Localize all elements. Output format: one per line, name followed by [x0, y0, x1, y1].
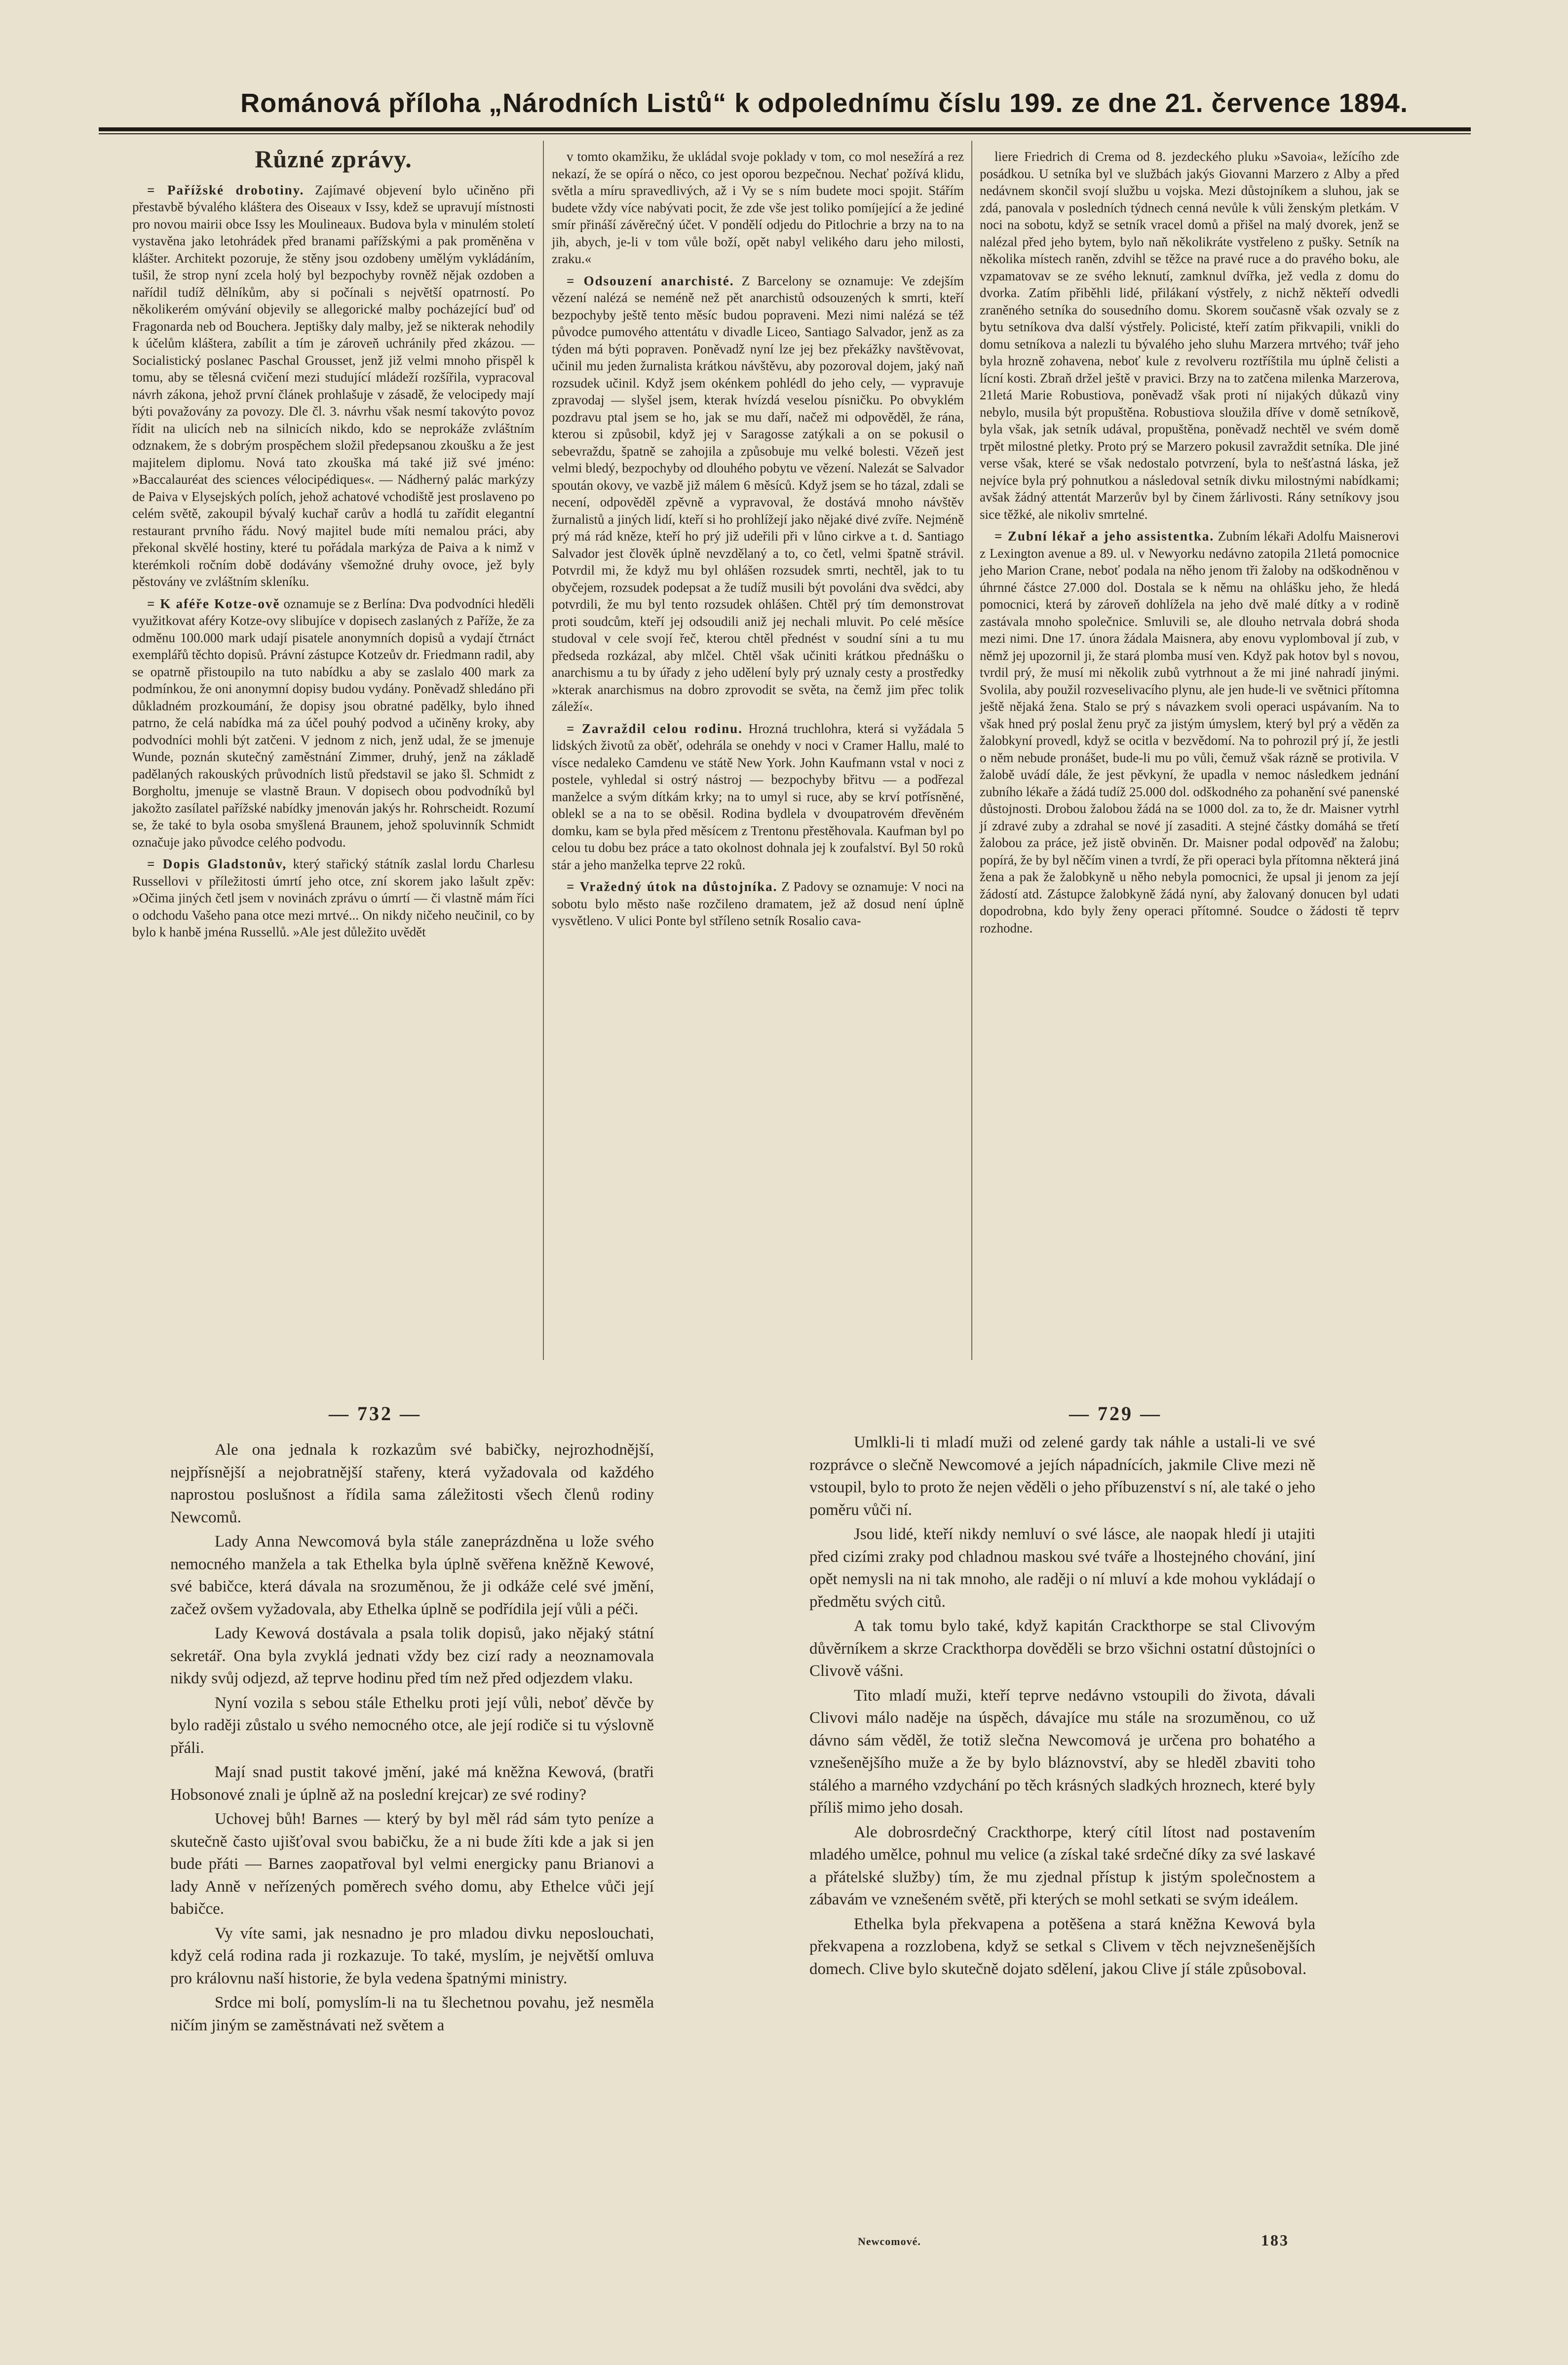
news-item-body: Hrozná truchlohra, která si vyžádala 5 lidských životů za oběť, odehrála se onehdy v noci v Cramer Hallu, malé to vísce nedaleko Camdenu ve státě New York. John Kaufmann vstal v noci z postele, vyhledal si ostrý nástroj — bezpochyby břitvu — a podřezal manželce a svým dítkám krky; na to umyl si ruce, aby se krví potřísněné, oblekl se a na to se oběsil. Rodina bydlela v dvoupatrovém dřevěném domku, kam se byla před měsícem z Trentonu přestěhovala. Kaufman byl po celou tu dobu bez práce a tato okolnost dohnala jej k zoufalství. Byl 50 roků stár a jeho manželka teprve 22 roků.: [552, 721, 964, 872]
novel-page-right: [809, 1432, 1315, 1982]
news-item: [132, 855, 535, 941]
news-item: [552, 272, 964, 715]
news-item-headline: = Vražedný útok na důstojníka.: [567, 879, 778, 894]
novel-paragraph: Jsou lidé, kteří nikdy nemluví o své lásce, ale naopak hledí ji utajiti před cizími zraky pod chladnou maskou své tváře a lhostejného chování, jiní opět nemysli na ni tak mnoho, ale raději o ní mluví a kde mohou vykládají o předmětu svých citů.: [809, 1525, 1315, 1611]
news-item-headline: = Zubní lékař a jeho assistentka.: [994, 529, 1215, 543]
news-item-headline: = Dopis Gladstonův,: [147, 856, 287, 871]
novel-paragraph: Ethelka byla překvapena a potěšena a stará kněžna Kewová byla překvapena a rozzlobena, když se setkal s Clivem v těch nejvznešenějších domech. Clive bylo skutečně dojato sdělení, jakou Clive jí stále způsoboval.: [809, 1915, 1315, 1978]
news-item-headline: = Zavraždil celou rodinu.: [567, 721, 743, 736]
news-item-headline: = Pařížské drobotiny.: [147, 182, 305, 197]
news-column-2: [552, 148, 964, 934]
news-item-body: Zajímavé objevení bylo učiněno při přestavbě bývalého kláštera des Oiseaux v Issy, kdež se upravují místnosti pro novou mairii obce Issy les Moulineaux. Budova byla v minulém století vystavěna jako letohrádek před branami pařížskými a pak proměněna v klášter. Architekt pozoruje, že stěny jsou ozdobeny umělým vykládáním, tušil, že strop nyní zcela holý byl bezpochyby rovněž nějak ozdoben a nařídil tudíž dělníkům, aby si počínali s největší opatrností. Po několikerém omývání objevily se allegorické malby pocházející buď od Fragonarda neb od Bouchera. Jeptišky daly malby, jež se nikterak nehodily k účelům kláštera, zabílit a tím je zároveň uchránily před zkázou. — Socialistický poslanec Paschal Grousset, jenž již velmi mnoho přispěl k tomu, aby se tělesná cvičení mezi studující mládeží rozšířila, vypracoval návrh zákona, jehož první článek prohlašuje v zásadě, že velocipedy mají býti považovány za povozy. Dle čl. 3. návrhu však nesmí takovýto povoz řídit na ulicích neb na silnicích nikdo, kdo se neprokáže zvláštním odznakem, že s dobrým prospěchem složil předepsanou zkoušku a že jest majitelem diplomu. Nová tato zkouška má také již své jméno: »Baccalauréat des sciences vélocipédiques«. — Nádherný palác markýzy de Paiva v Elysejských polích, jehož achatové vchodiště jest proslaveno po celém světě, zakoupil bývalý kuchař carův a hodlá tu zařídit elegantní restaurant prvního řádu. Nový majitel bude míti nemalou práci, aby překonal skvělé hostiny, které tu pořádala markýza de Paiva a k nimž v kterémkoli ročním době dodávány všemožné druhy ovoce, jež byly pěstovány ve zvláštním skleníku.: [132, 182, 535, 589]
news-item-body: který stařický státník zaslal lordu Charlesu Russellovi v příležitosti úmrtí jeho otce, zní skorem jako lašult zpěv: »Očima jiných četl jsem v novinách zprávu o úmrtí — či vlastně mám říci o odchodu Vašeho pana otce mezi mrtvé... On nikdy ničeho neučinil, co by bylo k hanbě jména Russellů. »Ale jest důležito uvědět: [132, 856, 535, 939]
news-item-headline: = Odsouzení anarchisté.: [567, 273, 734, 288]
novel-paragraph: Ale dobrosrdečný Crackthorpe, který cítil lítost nad postavením mladého umělce, pohnul mu velice (a získal také srdečné díky za své laskavé a přátelské služby) tím, že mu zjednal přístup k jistým společnostem a zábavám ve vznešeném světě, při kterých se mohl setkati se svým ideálem.: [809, 1823, 1315, 1908]
page-number-right: — 729 —: [1069, 1402, 1162, 1425]
novel-paragraph: Uchovej bůh! Barnes — který by byl měl rád sám tyto peníze a skutečně často ujišťoval svou babičku, že a ni bude žíti kde a jak si jen bude přáti — Barnes zaopatřoval byl velmi energicky panu Brianovi a lady Anně v neřízených poměrech svého domu, aby Ethelce vůči její babičce.: [170, 1810, 654, 1918]
news-item: [552, 878, 964, 930]
novel-footer-title: Newcomové.: [858, 2235, 921, 2248]
masthead: Románová příloha „Národních Listů“ k odpolednímu číslu 199. ze dne 21. července 1894.: [240, 88, 1408, 118]
news-item-headline: = K aféře Kotze-ově: [147, 596, 280, 611]
news-item: [552, 720, 964, 874]
column-divider: [971, 141, 972, 1360]
novel-paragraph: Nyní vozila s sebou stále Ethelku proti její vůli, neboť děvče by bylo raději zůstalo u svého nemocného otce, ale její rodiče si tu výslovně přáli.: [170, 1694, 654, 1757]
page-number-left: — 732 —: [329, 1402, 421, 1425]
section-title: Různé zprávy.: [255, 145, 412, 173]
novel-paragraph: Umlkli-li ti mladí muži od zelené gardy tak náhle a ustali-li ve své rozprávce o slečně Newcomové a jejích nápadnících, jakmile Clive mezi ně vstoupil, bylo to proto že nejen věděli o jeho příbuzenství s ní, ale také o jeho poměru vůči ní.: [809, 1434, 1315, 1519]
novel-page-left: [170, 1439, 654, 2039]
news-item: [980, 148, 1399, 523]
news-item: [132, 595, 535, 851]
column-divider: [543, 141, 544, 1360]
novel-paragraph: Mají snad pustit takové jmění, jaké má kněžna Kewová, (bratři Hobsonové znali je úplně až na poslední krejcar) ze své rodiny?: [170, 1763, 654, 1804]
news-item-body: Z Barcelony se oznamuje: Ve zdejším vězení nalézá se neméně než pět anarchistů odsouzených k smrti, kteří bezpochyby ještě tento měsíc budou popraveni. Mezi nimi nalézá se též původce pumového attentátu v divadle Liceo, Santiago Salvador, jenž as za týden má býti popraven. Poněvadž nyní lze jej bez překážky navštěvovat, učinil mu jeden žurnalista krátkou návštěvu, aby pozoroval dojem, jaký naň rozsudek učinil. Když jsem okénkem pohlédl do jeho cely, — vypravuje zpravodaj — slyšel jsem, kterak hvízdá veselou písničku. Po obvyklém pozdravu ptal jsem se ho, jak se mu daří, načež mi odpověděl, že rána, kterou si způsobil, když jej v Saragosse zatýkali a on se pokusil o sebevraždu, špatně se zahojila a způsobuje mu velké bolesti. Vězeň jest velmi bledý, bezpochyby od dlouhého pobytu ve vězení. Nalezát se Salvador spoután okovy, ve vazbě již málem 6 měsíců. Když jsem se ho tázal, zdali se necení, odpověděl zpěvně a vypravoval, že dostává mnoho návštěv žurnalistů a jiných lidí, kteří si ho prohlížejí jako nějaké divé zvíře. Nejméně prý má rád kněze, kteří ho prý již udeřili při v lůno cirkve a t. d. Santiago Salvador jest člověk úplně nevzdělaný a to, co četl, velmi špatně strávil. Potvrdil mi, že když mu byl ohlášen rozsudek smrti, nechtěl, jak to tu obyčejem, rozsudek podepsat a že tudíž musili být povoláni dva svědci, aby potvrdili, že mu byl tento rozsudek ohlášen. Chtěl prý tím demonstrovat proti soudcům, kteří jej odsoudili aniž jej nechali mluvit. Po celé měsíce studoval v cele svojí řeč, kterou chtěl přednést v soudní síni a tu mu předseda rozkázal, aby mlčel. Chtěl však učiniti krátkou přednášku o anarchismu a tu by úřady z jeho udělení byly prý uznaly cesty a prostředky »kterak anarchismus na dobro zprovodit se světa, na čemž jim přec tolik záleží«.: [552, 273, 964, 714]
novel-paragraph: Tito mladí muži, kteří teprve nedávno vstoupili do života, dávali Clivovi málo naděje na úspěch, dávajíce mu stále na srozuměnou, co už dávno sám věděl, že totiž slečna Newcomová je určena pro bohatého a vznešenějšího muže a že by bylo bláznovství, aby se hleděl zbaviti toho stálého a marného vzdychání po těch krásných sladkých hroznech, které byly příliš mimo jeho dosah.: [809, 1686, 1315, 1817]
novel-footer-number: 183: [1261, 2231, 1289, 2249]
news-column-3: [980, 148, 1399, 941]
novel-paragraph: Srdce mi bolí, pomyslím-li na tu šlechetnou povahu, jež nesměla ničím jiným se zaměstnávati než světem a: [170, 1994, 654, 2034]
news-item: [552, 148, 964, 268]
novel-paragraph: Lady Anna Newcomová byla stále zaneprázdněna u lože svého nemocného manžela a tak Ethelka byla úplně svěřena kněžně Kewové, své babičce, která dávala na srozuměnou, že ji odkáže celé své jmění, začež ovšem vyžadovala, aby Ethelka úplně se podřídila její vůli a péči.: [170, 1533, 654, 1618]
novel-paragraph: Vy víte sami, jak nesnadno je pro mladou divku neposlouchati, když celá rodina rada ji rozkazuje. To také, myslím, je největší omluva pro královnu naší historie, že byla vedena špatnými ministry.: [170, 1924, 654, 1987]
news-item: [132, 182, 535, 590]
masthead-rule-thick: [99, 127, 1471, 131]
novel-paragraph: Lady Kewová dostávala a psala tolik dopisů, jako nějaký státní sekretář. Ona byla zvyklá jednati vždy bez cizí rady a neoznamovala nikdy svůj odjezd, až teprve hodinu před tím než před odjezdem vlaku.: [170, 1625, 654, 1687]
news-column-1: [132, 141, 535, 946]
novel-paragraph: A tak tomu bylo také, když kapitán Crackthorpe se stal Clivovým důvěrníkem a skrze Crackthorpa dověděli se brzo všichni ostatní důstojníci o Clivově vášni.: [809, 1617, 1315, 1680]
news-item-body: Zubním lékaři Adolfu Maisnerovi z Lexington avenue a 89. ul. v Newyorku nedávno zatopila 21letá pomocnice jeho Marion Crane, neboť podala na něho jenom tři žaloby na odškodněnou v úhrnné částce 27.000 dol. Dostala se k němu na ohlášku jeho, že hledá pomocnici, která by zároveň dohlížela na jeho dvě malé dítky a v rodině zastávala mnoho společnice. Smluvili se, ale dlouho netrvala dobrá shoda mezi nimi. Dne 17. února žádala Maisnera, aby enovu vyplomboval jí zub, v němž jej upozornil ji, že stará plomba musí ven. Když pak hotov byl s novou, tvrdil prý, že musí mi několik zubů vytrhnout a že mi jiné nahradí jinými. Svolila, aby použil rozveselivacího plynu, ale jen hude-li ve světnici přítomna ještě nějaká žena. Stalo se prý s návazkem svoli operaci uspávaním. Na to však hned prý poslal ženu pryč za jistým úmyslem, který byl prý a věděn za žalobkyní provedl, když se ocitla v bezvědomí. Na to pohrozil prý jí, že jestli o něm nebude pronášet, bude-li mu po vůli, čemuž však rázně se protivila. V žalobě uvádí dále, že jest pěvkyní, že upadla v nemoc následkem jednání zubního lékaře a žádá tudíž 25.000 dol. odškodného za pohanění své panenské důstojnosti. Drobou žalobou žádá na se 1000 dol. za to, že dr. Maisner vytrhl jí zdravé zuby a zdrahal se nové jí zasaditi. A stejné částky domáhá se třetí žalobou za práce, jež jistě obviněn. Dr. Maisner podal odpověď na žalobu; popírá, že by byl něčím vinen a tvrdí, že při operaci byla přítomna některá jiná žena a pak že žalobkyně u něho nebyla pomocnici, že upsal ji jenom za její žádostí atd. Zástupce žalobkyně žádá nyní, aby žalovaný donucen byl udati dopodrobna, kdo byly ženy operaci přítomné. Soudce o žádosti tě teprv rozhodne.: [980, 529, 1399, 935]
news-item-body: v tomto okamžiku, že ukládal svoje poklady v tom, co mol nesežírá a rez nekazí, že se opírá o něco, co jest oporou bezpečnou. Nechať požívá klidu, světla a míru spravedlivých, až i Vy se s ním budete moci spojit. Stářím budete vždy více nabývati pocit, že zde vše jest toliko pomíjející a že jediné smír přináší závěrečný účet. V pondělí odjedu do Pitlochrie a brzy na to na jih, abych, je-li v tom vůle boží, opět nabyl velikého daru jeho milosti, zraku.«: [552, 149, 964, 266]
news-item-body: liere Friedrich di Crema od 8. jezdeckého pluku »Savoia«, ležícího zde posádkou. U setníka byl ve službách jakýs Giovanni Marzero z Alby a před nedávnem skončil svojí službu u vojska. Mezi důstojníkem a sluhou, jak se zdá, panovala v posledních týdnech cenná nevůle k vůli ženským pletkám. V noci na sobotu, když se setník vracel domů a přišel na malý dvorek, jenž se nalézal před jeho bytem, bylo naň několikráte vystřeleno z pušky. Setník na několika místech raněn, zdvihl se těžce na pravé ruce a do pravého boku, ale vzpamatovav se ze svého leknutí, zamknul dvířka, jež vedla z domu do dvorka. Zatím přiběhli lidé, přilákaní výstřely, z nichž někteří odvedli zraněného setníka do sousedního domu. Skorem současně však ozvaly se z bytu setníkova dva další výstřely. Policisté, kteří zatím přikvapili, vnikli do domu setníkova a nalezli tu bývalého jeho sluhu Marzera mrtvého; tvář jeho byla hrozně zohavena, neboť kule z revolveru roztříštila mu úplně čelisti a lícní kosti. Zbraň držel ještě v pravici. Brzy na to zatčena milenka Marzerova, 21letá Marie Robustiova, poněvadž však proti ní nijakých důkazů viny nebylo, musila být propuštěna. Robustiova sloužila dříve v domě setníkově, byla však, jak setník udával, propuštěna, poněvadž nechtěl ve svém domě trpět milostné pletky. Proto prý se Marzero pokusil zavraždit setníka. Dle jiné verse však, které se však nedostalo potvrzení, byla to nešťastná láska, jež nejvíce byla prý pohnutkou a následoval setník divku milostnými nabídkami; avšak žádný attentát Marzerův byl by činem žárlivosti. Rány setníkovy jsou sice těžké, ale nikoliv smrtelné.: [980, 149, 1399, 522]
news-item-body: oznamuje se z Berlína: Dva podvodníci hleděli využitkovat aféry Kotze-ovy slibujíce v dopisech zaslaných z Paříže, že za odměnu 100.000 mark udají pisatele anonymních dopisů a vydají čtrnáct exemplářů těchto dopisů. Právní zástupce Kotzeův dr. Friedmann radil, aby se opatrně přistoupilo na tuto nabídku a aby se zaslalo 400 mark za podmínkou, že oni anonymní dopisy budou vydány. Poněvadž shledáno při důkladném prozkoumání, že dopisy jsou obratné padělky, bylo ihned patrno, že celá nabídka má za účel pouhý podvod a učiněny kroky, aby podvodníci mohli být zatčeni. V jednom z nich, jenž udal, že se jmenuje Wunde, poznán skutečný zaměstnání Zimmer, druhý, jenž na základě padělaných rakouských průvodních listů představil se jako šl. Schmidt z Borgholtu, jmenuje se vlastně Braun. V dopisech obou podvodníků byl jakožto zasílatel pařížské nabídky jmenován jakýs hr. Rohrscheidt. Rozumí se, že také to byla osoba smyšlená Braunem, jehož spoluvinník Schmidt označuje jako původce celého podvodu.: [132, 596, 535, 850]
masthead-rule-thin: [99, 133, 1471, 134]
novel-paragraph: Ale ona jednala k rozkazům své babičky, nejrozhodnější, nejpřísnější a nejobratnější stařeny, která vyžadovala od každého naprostou poslušnost a řídila sama záležitosti všech členů rodiny Newcomů.: [170, 1441, 654, 1526]
news-item: [980, 528, 1399, 936]
news-item-body: Z Padovy se oznamuje: V noci na sobotu bylo město naše rozčileno dramatem, jež až dosud není úplně vysvětleno. V ulici Ponte byl stříleno setník Rosalio cava-: [552, 879, 964, 928]
